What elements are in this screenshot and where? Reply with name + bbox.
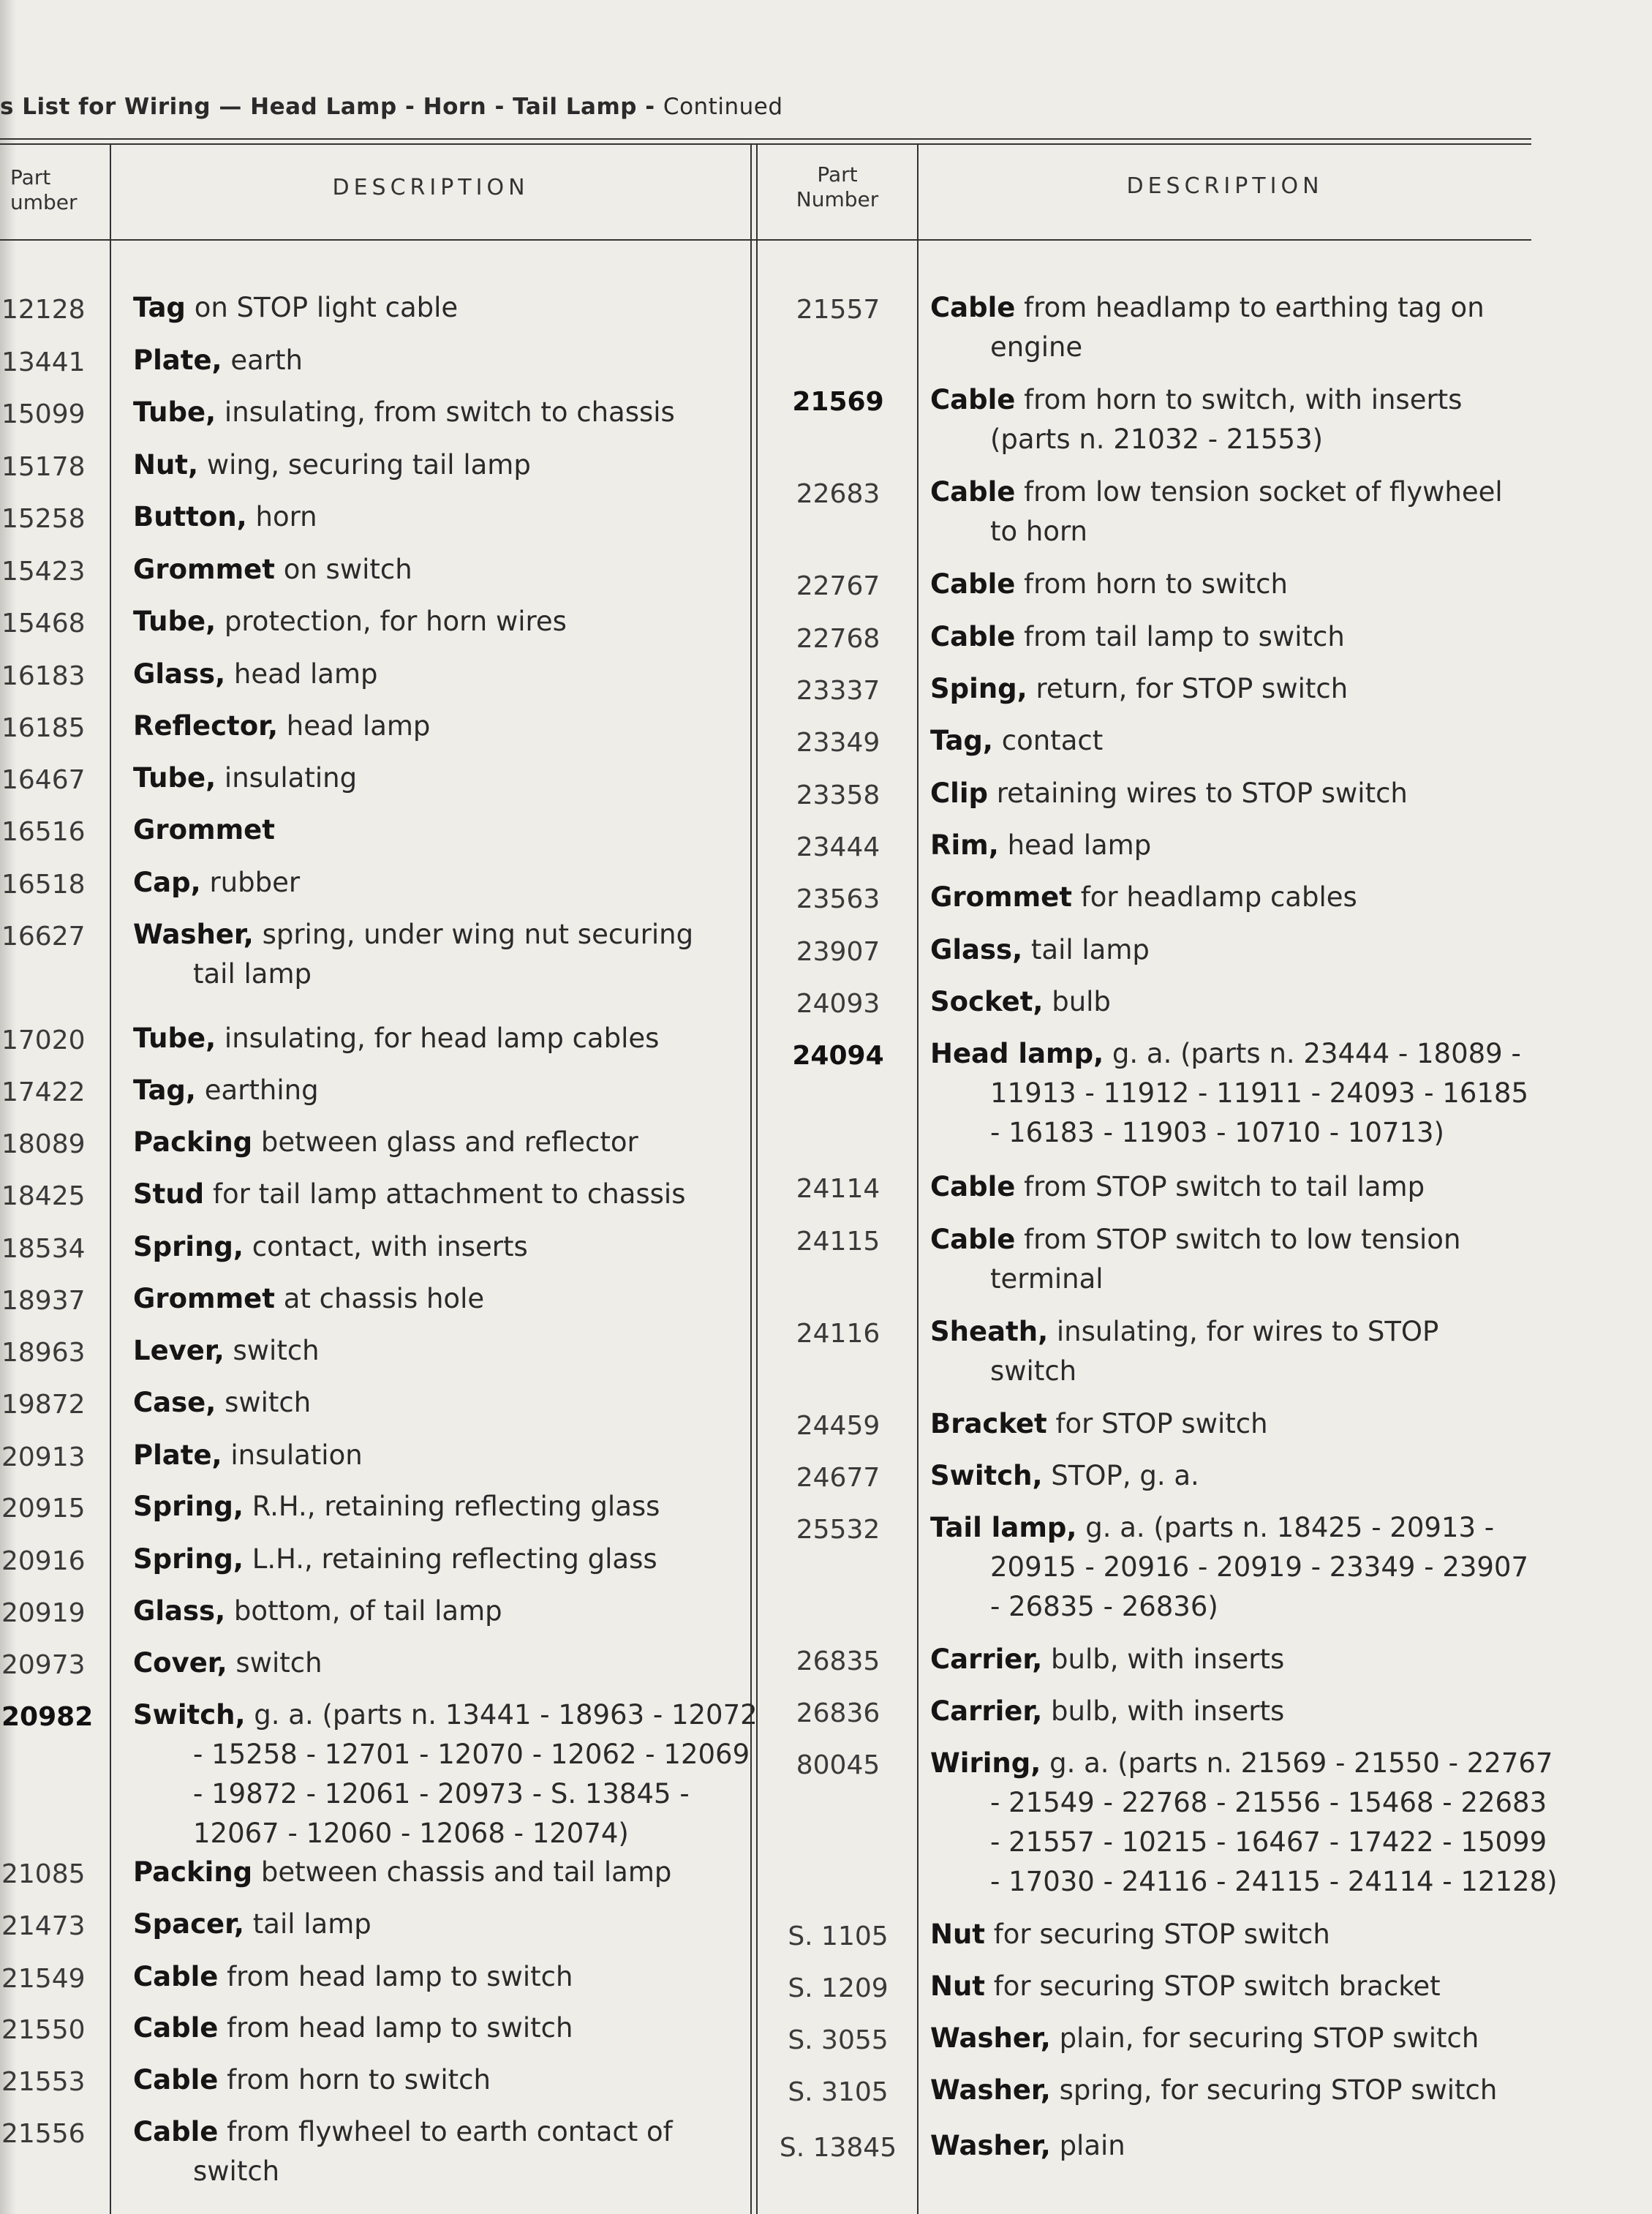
part-number: 24114 [796, 1174, 880, 1204]
part-name: Sping, [930, 673, 1027, 704]
part-number: 16516 [1, 817, 86, 847]
continued-line: - 26835 - 26836) [990, 1591, 1218, 1622]
part-number: S. 1209 [788, 1973, 889, 2003]
continued-line: tail lamp [193, 958, 312, 990]
part-number: 12128 [1, 295, 86, 325]
part-description [133, 1175, 685, 1214]
part-description [930, 1312, 1438, 1391]
part-name: Nut, [133, 449, 199, 481]
part-description [930, 982, 1111, 1022]
part-name: Tag, [930, 725, 993, 756]
part-number: 26835 [796, 1646, 880, 1676]
part-name: Plate, [133, 1439, 222, 1471]
part-number: 21569 [792, 387, 884, 417]
part-description [930, 1744, 1558, 1902]
part-name: Packing [133, 1126, 253, 1158]
continued-line: 11913 - 11912 - 11911 - 24093 - 16185 [990, 1077, 1529, 1109]
part-number: 21556 [1, 2119, 86, 2149]
part-description [930, 1692, 1284, 1731]
continued-line: 12067 - 12060 - 12068 - 12074) [193, 1818, 629, 1849]
part-number: 17020 [1, 1025, 86, 1055]
part-description [133, 1123, 638, 1162]
part-name: Cable [930, 292, 1016, 323]
part-detail: return, for STOP switch [1036, 673, 1349, 704]
part-detail: from head lamp to switch [227, 2012, 573, 2044]
part-description [930, 1034, 1528, 1153]
part-detail: from headlamp to earthing tag on [1024, 292, 1485, 323]
part-name: Cable [133, 2116, 219, 2147]
part-detail: insulation [230, 1439, 363, 1471]
title-main: — Head Lamp - Horn - Tail Lamp - [219, 94, 655, 120]
part-detail: switch [233, 1335, 320, 1366]
part-number: 21557 [796, 295, 880, 325]
part-number: S. 13845 [779, 2133, 897, 2163]
part-name: Stud [133, 1178, 205, 1210]
part-description [133, 1019, 659, 1058]
part-number: 20913 [1, 1442, 86, 1472]
part-detail: plain [1059, 2130, 1125, 2161]
header-rule-bottom [0, 239, 1531, 241]
part-number: 24459 [796, 1411, 880, 1441]
part-name: Washer, [930, 2130, 1051, 2161]
left-part-header-line1: Part [10, 165, 51, 189]
part-description [930, 721, 1103, 761]
part-name: Button, [133, 501, 247, 532]
right-part-header-line2: Number [796, 187, 879, 211]
part-description [133, 602, 567, 641]
part-name: Sheath, [930, 1316, 1049, 1347]
part-detail: earth [230, 344, 303, 376]
part-description [930, 1404, 1268, 1444]
part-detail: retaining wires to STOP switch [996, 777, 1408, 809]
part-detail: from tail lamp to switch [1024, 621, 1345, 652]
part-number: 22768 [796, 624, 880, 654]
part-number: 21549 [1, 1964, 86, 1994]
part-detail: bulb [1052, 986, 1111, 1017]
part-name: Tube, [133, 396, 216, 428]
part-detail: STOP, g. a. [1051, 1460, 1199, 1491]
part-number: 20973 [1, 1650, 86, 1680]
part-description [133, 707, 430, 746]
part-name: Wiring, [930, 1747, 1041, 1779]
part-detail: from horn to switch [227, 2064, 491, 2096]
part-number: 23563 [796, 884, 880, 914]
part-detail: bottom, of tail lamp [233, 1595, 502, 1627]
part-description [930, 1508, 1528, 1627]
part-detail: switch [225, 1387, 312, 1418]
part-detail: bulb, with inserts [1051, 1695, 1285, 1727]
part-name: Glass, [930, 934, 1023, 965]
part-number: 18937 [1, 1286, 86, 1316]
header-rule-top-2 [0, 143, 1531, 145]
part-name: Washer, [133, 919, 254, 950]
part-description [133, 393, 675, 432]
part-name: Glass, [133, 1595, 226, 1627]
part-detail: on switch [283, 554, 412, 585]
part-description [133, 1905, 371, 1944]
left-part-number-header [0, 165, 88, 215]
part-detail: head lamp [1007, 829, 1152, 861]
part-number: 20916 [1, 1546, 86, 1576]
part-description [133, 1643, 323, 1683]
part-description [133, 2060, 491, 2100]
part-name: Cable [930, 1171, 1016, 1202]
part-number: 24677 [796, 1463, 880, 1493]
part-number: 20919 [1, 1598, 86, 1628]
part-detail: for securing STOP switch bracket [993, 1970, 1441, 2002]
part-description [133, 288, 458, 328]
part-description [133, 1436, 363, 1475]
part-detail: head lamp [233, 658, 378, 690]
part-number: 19872 [1, 1390, 86, 1420]
part-number: 16627 [1, 922, 86, 952]
part-description [930, 1915, 1330, 1954]
part-description [930, 617, 1345, 657]
part-number: S. 3105 [788, 2077, 889, 2107]
part-name: Cable [133, 2064, 219, 2096]
part-name: Cable [930, 621, 1016, 652]
part-detail: insulating [224, 762, 358, 794]
part-name: Washer, [930, 2022, 1051, 2054]
part-number: 25532 [796, 1515, 880, 1545]
part-detail: plain, for securing STOP switch [1059, 2022, 1479, 2054]
part-number: 21085 [1, 1859, 86, 1889]
part-detail: for tail lamp attachment to chassis [212, 1178, 686, 1210]
part-number: 18963 [1, 1338, 86, 1368]
continued-line: 20915 - 20916 - 20919 - 23349 - 23907 [990, 1551, 1529, 1583]
part-number: 16518 [1, 870, 86, 900]
part-number: 21473 [1, 1911, 86, 1941]
part-name: Cable [133, 2012, 219, 2044]
part-name: Grommet [133, 814, 275, 846]
column-divider-middle-a [750, 143, 752, 2214]
part-name: Bracket [930, 1408, 1047, 1439]
part-detail: from STOP switch to tail lamp [1024, 1171, 1425, 1202]
part-name: Socket, [930, 986, 1044, 1017]
part-name: Carrier, [930, 1643, 1043, 1675]
part-name: Cover, [133, 1647, 227, 1679]
right-part-header-line1: Part [817, 162, 858, 187]
part-description [930, 380, 1462, 459]
part-description [930, 669, 1348, 709]
part-number: 18425 [1, 1181, 86, 1211]
part-description [133, 810, 275, 850]
part-number: 13441 [1, 347, 86, 377]
part-description [930, 826, 1151, 865]
part-name: Washer, [930, 2074, 1051, 2106]
part-description [133, 1487, 660, 1526]
part-number: 18534 [1, 1234, 86, 1264]
title-prefix: s List for Wiring [0, 94, 211, 120]
part-detail: on STOP light cable [194, 292, 459, 323]
header-rule-top [0, 138, 1531, 140]
part-detail: wing, securing tail lamp [206, 449, 531, 481]
part-description [930, 1640, 1284, 1679]
part-name: Grommet [133, 1283, 275, 1314]
part-name: Cable [930, 1224, 1016, 1255]
part-description [133, 1957, 573, 1997]
part-description [133, 1853, 671, 1892]
part-name: Cable [133, 1961, 219, 1992]
part-name: Spring, [133, 1491, 244, 1522]
part-description [930, 1967, 1441, 2006]
part-description [930, 774, 1408, 813]
part-detail: protection, for horn wires [224, 606, 567, 637]
continued-line: engine [990, 331, 1083, 363]
part-name: Tail lamp, [930, 1512, 1077, 1543]
part-number: 22683 [796, 479, 880, 509]
part-number: 22767 [796, 571, 880, 601]
part-detail: from STOP switch to low tension [1024, 1224, 1461, 1255]
part-detail: insulating, for wires to STOP [1056, 1316, 1439, 1347]
continued-line: - 16183 - 11903 - 10710 - 10713) [990, 1117, 1444, 1148]
part-number: 15468 [1, 609, 86, 639]
part-detail: between chassis and tail lamp [260, 1856, 672, 1888]
part-detail: earthing [204, 1074, 319, 1106]
part-name: Spring, [133, 1231, 244, 1262]
part-name: Tag [133, 292, 186, 323]
part-description [930, 472, 1503, 551]
part-name: Spacer, [133, 1908, 244, 1940]
part-description [133, 1540, 657, 1579]
right-part-number-header [758, 162, 917, 212]
part-number: 23358 [796, 780, 880, 810]
part-detail: switch [235, 1647, 323, 1679]
part-name: Packing [133, 1856, 253, 1888]
part-detail: insulating, from switch to chassis [224, 396, 675, 428]
part-name: Nut [930, 1970, 985, 2002]
part-number: 23349 [796, 728, 880, 758]
part-description [930, 1456, 1199, 1496]
part-name: Lever, [133, 1335, 225, 1366]
part-description [930, 288, 1485, 367]
part-detail: from head lamp to switch [227, 1961, 573, 1992]
part-description [930, 1167, 1425, 1207]
part-number: 15423 [1, 557, 86, 587]
part-detail: from horn to switch, with inserts [1024, 384, 1463, 415]
part-name: Plate, [133, 344, 222, 376]
part-description [133, 1592, 502, 1631]
part-detail: for STOP switch [1055, 1408, 1268, 1439]
part-detail: horn [255, 501, 317, 532]
part-description [930, 1220, 1460, 1299]
part-detail: contact, with inserts [252, 1231, 528, 1262]
part-description [133, 1279, 484, 1319]
part-number: S. 1105 [788, 1921, 889, 1951]
part-detail: between glass and reflector [260, 1126, 638, 1158]
part-number: 21553 [1, 2067, 86, 2097]
part-name: Reflector, [133, 710, 279, 742]
part-detail: R.H., retaining reflecting glass [252, 1491, 660, 1522]
part-number: 15178 [1, 452, 86, 482]
part-description [930, 2126, 1125, 2166]
part-detail: g. a. (parts n. 21569 - 21550 - 22767 [1049, 1747, 1553, 1779]
part-number: 24093 [796, 989, 880, 1019]
part-number: 18089 [1, 1129, 86, 1159]
part-name: Tube, [133, 762, 216, 794]
part-number: 15258 [1, 504, 86, 534]
part-number: 24115 [796, 1227, 880, 1257]
part-detail: spring, under wing nut securing [262, 919, 694, 950]
part-description [133, 1227, 528, 1267]
part-name: Case, [133, 1387, 216, 1418]
part-number: 23444 [796, 832, 880, 862]
continued-line: - 15258 - 12701 - 12070 - 12062 - 12069 [193, 1739, 750, 1770]
part-number: 23907 [796, 937, 880, 967]
part-detail: from flywheel to earth contact of [227, 2116, 673, 2147]
part-name: Cable [930, 568, 1016, 600]
part-number: 80045 [796, 1750, 880, 1780]
column-divider-left-num [110, 143, 111, 2214]
part-description [930, 878, 1357, 917]
part-number: 16467 [1, 765, 86, 795]
part-detail: g. a. (parts n. 13441 - 18963 - 12072 [254, 1699, 758, 1731]
part-number: 16183 [1, 661, 86, 691]
part-detail: contact [1001, 725, 1104, 756]
part-description [930, 2019, 1479, 2058]
part-detail: spring, for securing STOP switch [1059, 2074, 1498, 2106]
right-description-header: DESCRIPTION [1126, 173, 1324, 199]
continued-line: - 17030 - 24116 - 24115 - 24114 - 12128) [990, 1866, 1558, 1897]
part-detail: g. a. (parts n. 23444 - 18089 - [1112, 1038, 1521, 1069]
title-suffix: Continued [663, 94, 783, 120]
continued-line: to horn [990, 516, 1088, 547]
part-detail: bulb, with inserts [1051, 1643, 1285, 1675]
part-description [133, 1071, 319, 1110]
part-number: 21550 [1, 2015, 86, 2045]
part-detail: from low tension socket of flywheel [1024, 476, 1503, 508]
part-number: 24116 [796, 1319, 880, 1349]
part-description [930, 2071, 1497, 2110]
part-number: 23337 [796, 676, 880, 706]
continued-line: - 21549 - 22768 - 21556 - 15468 - 22683 [990, 1787, 1547, 1818]
part-number: 20915 [1, 1494, 86, 1524]
part-number: 16185 [1, 713, 86, 743]
part-name: Grommet [133, 554, 275, 585]
part-name: Tube, [133, 1023, 216, 1054]
part-name: Switch, [930, 1460, 1043, 1491]
part-detail: tail lamp [252, 1908, 371, 1940]
part-name: Nut [930, 1919, 985, 1950]
part-description [133, 2008, 573, 2048]
part-name: Tube, [133, 606, 216, 637]
part-name: Cable [930, 476, 1016, 508]
part-detail: L.H., retaining reflecting glass [252, 1543, 657, 1575]
part-detail: tail lamp [1030, 934, 1150, 965]
part-description [133, 915, 693, 994]
continued-line: terminal [990, 1263, 1104, 1295]
continued-line: switch [193, 2155, 280, 2187]
part-description [133, 550, 412, 590]
part-description [133, 1695, 758, 1853]
part-name: Cap, [133, 867, 201, 898]
part-name: Spring, [133, 1543, 244, 1575]
continued-line: (parts n. 21032 - 21553) [990, 423, 1324, 455]
part-number: S. 3055 [788, 2025, 889, 2055]
left-part-header-line2: umber [10, 190, 78, 214]
part-detail: g. a. (parts n. 18425 - 20913 - [1085, 1512, 1495, 1543]
part-number: 17422 [1, 1077, 86, 1107]
part-name: Tag, [133, 1074, 196, 1106]
continued-line: - 21557 - 10215 - 16467 - 17422 - 15099 [990, 1826, 1547, 1858]
part-description [133, 1383, 311, 1423]
part-description [133, 655, 378, 694]
part-description [133, 341, 303, 380]
part-detail: from horn to switch [1024, 568, 1288, 600]
part-detail: for headlamp cables [1080, 881, 1357, 913]
part-name: Rim, [930, 829, 999, 861]
part-name: Clip [930, 777, 989, 809]
part-detail: rubber [209, 867, 301, 898]
part-detail: at chassis hole [283, 1283, 485, 1314]
page-title [0, 94, 783, 120]
part-description [133, 497, 317, 537]
continued-line: - 19872 - 12061 - 20973 - S. 13845 - [193, 1778, 690, 1810]
left-description-header: DESCRIPTION [332, 175, 529, 200]
part-description [133, 2112, 673, 2191]
part-name: Switch, [133, 1699, 246, 1731]
part-name: Head lamp, [930, 1038, 1104, 1069]
part-name: Cable [930, 384, 1016, 415]
part-detail: head lamp [286, 710, 431, 742]
part-description [133, 1331, 320, 1371]
part-detail: insulating, for head lamp cables [224, 1023, 660, 1054]
part-name: Carrier, [930, 1695, 1043, 1727]
part-number: 20982 [1, 1702, 94, 1732]
part-description [930, 565, 1288, 604]
part-detail: for securing STOP switch [993, 1919, 1330, 1950]
part-description [133, 863, 300, 903]
part-description [133, 758, 357, 798]
continued-line: switch [990, 1355, 1077, 1387]
part-description [930, 930, 1150, 970]
part-number: 24094 [792, 1041, 884, 1071]
part-description [133, 445, 531, 485]
part-number: 26836 [796, 1698, 880, 1728]
part-name: Glass, [133, 658, 226, 690]
part-name: Grommet [930, 881, 1072, 913]
part-number: 15099 [1, 399, 86, 429]
